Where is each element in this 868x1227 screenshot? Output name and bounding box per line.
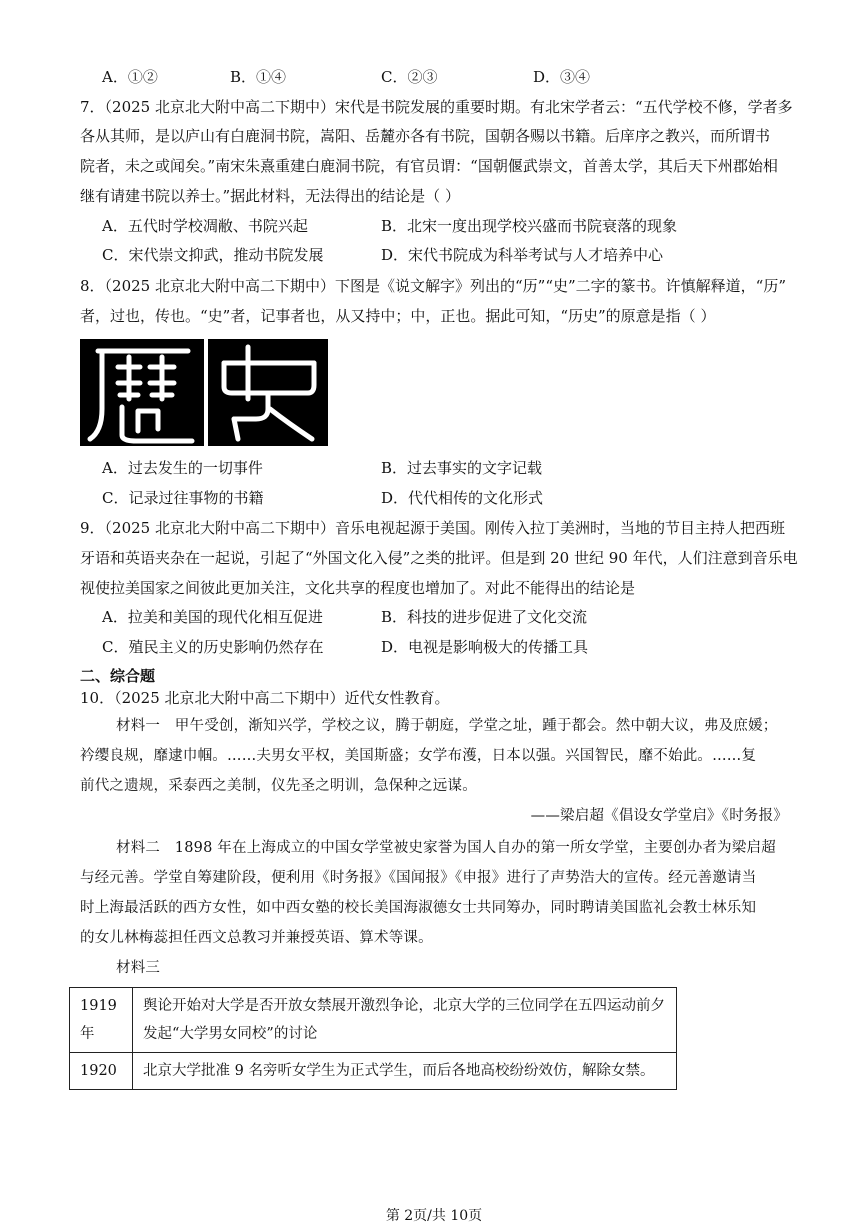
table-cell-event: 舆论开始对大学是否开放女禁展开激烈争论，北京大学的三位同学在五四运动前夕发起“大学男女同校”的讨论: [133, 988, 677, 1053]
q7-option-c: C．宋代崇文抑武，推动书院发展: [102, 246, 324, 264]
q10-stem: 10．（2025 北京北大附中高二下期中）近代女性教育。: [80, 689, 450, 707]
q9-option-a: A．拉美和美国的现代化相互促进: [102, 608, 323, 626]
q7-option-a: A．五代时学校凋敝、书院兴起: [102, 217, 308, 235]
material1-line: 前代之遗规，采泰西之美制，仪先圣之明训，急保种之远谋。: [80, 778, 477, 794]
seal-script-li-image: [80, 339, 204, 446]
section-title: 二、综合题: [80, 667, 156, 685]
material1-line: 材料一 甲午受创，渐知兴学，学校之议，腾于朝庭，学堂之址，踵于都会。然中朝大议，弗及庶媛；: [116, 718, 778, 734]
table-row: [70, 988, 677, 1053]
table-cell-event: 北京大学批准 9 名旁听女学生为正式学生，而后各地高校纷纷效仿，解除女禁。: [133, 1053, 677, 1090]
q7-stem-line: 院者，未之或闻矣。”南宋朱熹重建白鹿洞书院，有官员谓：“国朝偃武崇文，首善太学，其后天下州郡始相: [80, 157, 778, 175]
q6-option-b: B．①④: [230, 68, 287, 86]
material1-line: 衿缨良规，靡逮巾帼。……夫男女平权，美国斯盛；女学布濩，日本以强。兴国智民，靡不始此。……复: [80, 748, 757, 764]
material3-table: [69, 987, 677, 1090]
q7-stem-line: 7．（2025 北京北大附中高二下期中）宋代是书院发展的重要时期。有北宋学者云：“五代学校不修，学者多: [80, 98, 793, 116]
q8-stem-line: 者，过也，传也。“史”者，记事者也，从又持中；中，正也。据此可知，“历史”的原意是指（ ）: [80, 307, 716, 325]
q9-option-b: B．科技的进步促进了文化交流: [381, 608, 588, 626]
material2-line: 与经元善。学堂自筹建阶段，便利用《时务报》《国闻报》《申报》进行了声势浩大的宣传。经元善邀请当: [80, 870, 757, 886]
q6-option-a: A．①②: [102, 68, 158, 86]
q6-option-d: D．③④: [533, 68, 591, 86]
q8-stem-line: 8．（2025 北京北大附中高二下期中）下图是《说文解字》列出的“历”“史”二字的篆书。许慎解释道，“历”: [80, 277, 787, 295]
q6-option-c: C．②③: [381, 68, 438, 86]
q7-stem-line: 继有请建书院以养士。”据此材料，无法得出的结论是（ ）: [80, 187, 460, 205]
q7-option-b: B．北宋一度出现学校兴盛而书院衰落的现象: [381, 217, 678, 235]
q9-stem-line: 牙语和英语夹杂在一起说，引起了“外国文化入侵”之类的批评。但是到 20 世纪 90 年代，人们注意到音乐电: [80, 549, 798, 567]
material2-line: 的女儿林梅蕊担任西文总教习并兼授英语、算术等课。: [80, 930, 433, 946]
q9-option-c: C．殖民主义的历史影响仍然存在: [102, 638, 324, 656]
table-cell-year: 1920: [70, 1053, 133, 1090]
q9-option-d: D．电视是影响极大的传播工具: [381, 638, 589, 656]
q8-option-a: A．过去发生的一切事件: [102, 459, 263, 477]
q9-stem-line: 视使拉美国家之间彼此更加关注，文化共享的程度也增加了。对此不能得出的结论是: [80, 579, 636, 597]
material2-line: 材料二 1898 年在上海成立的中国女学堂被史家誉为国人自办的第一所女学堂，主要创办者为梁启超: [116, 840, 776, 856]
q8-option-b: B．过去事实的文字记载: [381, 459, 543, 477]
material2-line: 时上海最活跃的西方女性，如中西女塾的校长美国海淑德女士共同筹办，同时聘请美国监礼会教士林乐知: [80, 900, 757, 916]
q7-stem-line: 各从其师，是以庐山有白鹿洞书院，嵩阳、岳麓亦各有书院，国朝各赐以书籍。后庠序之教兴，而所谓书: [80, 127, 771, 145]
page-footer: 第 2页/共 10页: [385, 1208, 483, 1224]
table-row: [70, 1053, 677, 1090]
table-cell-year: 1919 年: [70, 988, 133, 1053]
material1-source: ——梁启超《倡设女学堂启》《时务报》: [530, 808, 788, 824]
q8-option-c: C．记录过往事物的书籍: [102, 489, 264, 507]
q7-option-d: D．宋代书院成为科举考试与人才培养中心: [381, 246, 664, 264]
q9-stem-line: 9．（2025 北京北大附中高二下期中）音乐电视起源于美国。刚传入拉丁美洲时，当地的节目主持人把西班: [80, 519, 785, 537]
q8-option-d: D．代代相传的文化形式: [381, 489, 544, 507]
material3-label: 材料三: [116, 960, 161, 976]
seal-script-shi-image: [208, 339, 328, 446]
